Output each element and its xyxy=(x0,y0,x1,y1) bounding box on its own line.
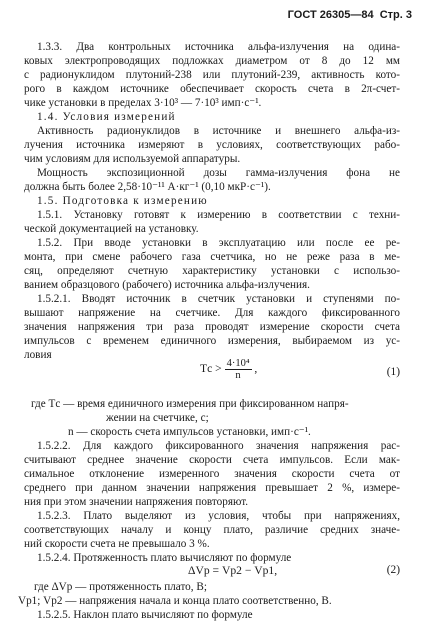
text-line: ческой документацией на установку. xyxy=(24,223,199,235)
formula-1-number: (1) xyxy=(386,366,400,378)
text-line: 1.5.1. Установку готовят к измерению в соответствии с техни- xyxy=(37,209,400,221)
text-line: вышают напряжение на счетчике. Для каждого фиксированного xyxy=(24,307,400,319)
text-line: 1.5.2.4. Протяженность плато вычисляют по формуле xyxy=(37,552,292,564)
text-line: ний скорости счета не превышало 3 %. xyxy=(24,538,210,550)
text-line: ковых электропроводящих подложках диаметром от 8 до 12 мм xyxy=(24,55,400,67)
text-line: 1.3.3. Два контрольных источника альфа-излучения на одина- xyxy=(37,41,400,53)
text-line: 1.5.2.1. Вводят источник в счетчик установки и ступенями по- xyxy=(37,293,400,305)
formula-1-lhs: Tс xyxy=(200,362,213,376)
text-line: Мощность экспозиционной дозы гамма-излучения фона не xyxy=(37,167,400,179)
section-heading: 1.4. Условия измерений xyxy=(37,111,176,123)
section-heading: 1.5. Подготовка к измерению xyxy=(37,195,208,207)
text-line: 1.5.2.5. Наклон плато вычисляют по формуле xyxy=(37,609,253,621)
formula-1-denominator: n xyxy=(235,370,241,381)
text-line: должна быть более 2,58·10⁻¹¹ А·кг⁻¹ (0,10 мкР·с⁻¹). xyxy=(24,181,271,193)
text-line: лучения источника измеряют в условиях, соответствующих рабо- xyxy=(24,139,400,151)
text-line: чике установки в пределах 3·10³ — 7·10³ имп·с⁻¹. xyxy=(24,97,262,109)
text-line: считывают среднее значение скорости счета импульсов. Если мак- xyxy=(24,454,400,466)
text-line: где Tс — время единичного измерения при фиксированном напря- xyxy=(31,398,349,410)
text-line: соответствующих началу и концу плато, различие средних значе- xyxy=(24,524,400,536)
text-line: Активность радионуклидов в источнике и внешнего альфа-из- xyxy=(37,125,400,137)
formula-2-number: (2) xyxy=(386,564,400,576)
text-line: импульсов с временем единичного измерения, выбираемом из ус- xyxy=(24,335,400,347)
formula-1-fraction xyxy=(225,358,252,381)
text-line: с радионуклидом плутоний-238 или плутоний-239, активность кото- xyxy=(24,69,400,81)
text-line: симальное отклонение измеренного значения скорости счета от xyxy=(24,468,400,480)
standard-number: ГОСТ 26305—84 xyxy=(287,9,374,21)
page-label: Стр. 3 xyxy=(379,9,412,21)
text-line: рого в каждом источнике обеспечивает скорость счета в 2π-счет- xyxy=(24,83,400,95)
text-line: где ΔVр — протяженность плато, В; xyxy=(34,581,207,593)
text-line: ванием образцового (рабочего) источника альфа-излучения. xyxy=(24,279,310,291)
text-line: Vр1; Vр2 — напряжения начала и конца плато соответственно, В. xyxy=(18,595,332,607)
page-header xyxy=(288,9,412,21)
formula-1-rel: > xyxy=(215,362,222,376)
text-line: 1.5.2.2. Для каждого фиксированного значения напряжения рас- xyxy=(37,440,400,452)
formula-1-numerator: 4·10⁴ xyxy=(226,358,250,369)
text-line: 1.5.2. При вводе установки в эксплуатацию или после ее ре- xyxy=(37,237,400,249)
text-line: сяц, определяют счетную характеристику установки с использо- xyxy=(24,265,400,277)
formula-1 xyxy=(200,358,257,381)
text-line: среднего при данном значении напряжения превышает 2 %, измере- xyxy=(24,482,400,494)
text-line: ловия xyxy=(24,349,52,361)
formula-1-tail: , xyxy=(254,362,258,376)
text-line: жении на счетчике, с; xyxy=(106,412,209,424)
formula-2: ΔVр = Vр2 − Vр1, xyxy=(188,564,278,577)
text-line: ния при этом значении напряжения повторяют. xyxy=(24,496,249,508)
text-line: n — скорость счета импульсов установки, имп·с⁻¹. xyxy=(68,426,311,438)
text-line: значения напряжения три раза проводят измерение скорости счета xyxy=(24,321,400,333)
text-line: чим условиям для используемой аппаратуры. xyxy=(24,153,241,165)
text-line: 1.5.2.3. Плато выделяют из условия, чтобы при напряжениях, xyxy=(37,510,400,522)
text-line: монта, при смене рабочего газа счетчика, но не реже раза в ме- xyxy=(24,251,400,263)
